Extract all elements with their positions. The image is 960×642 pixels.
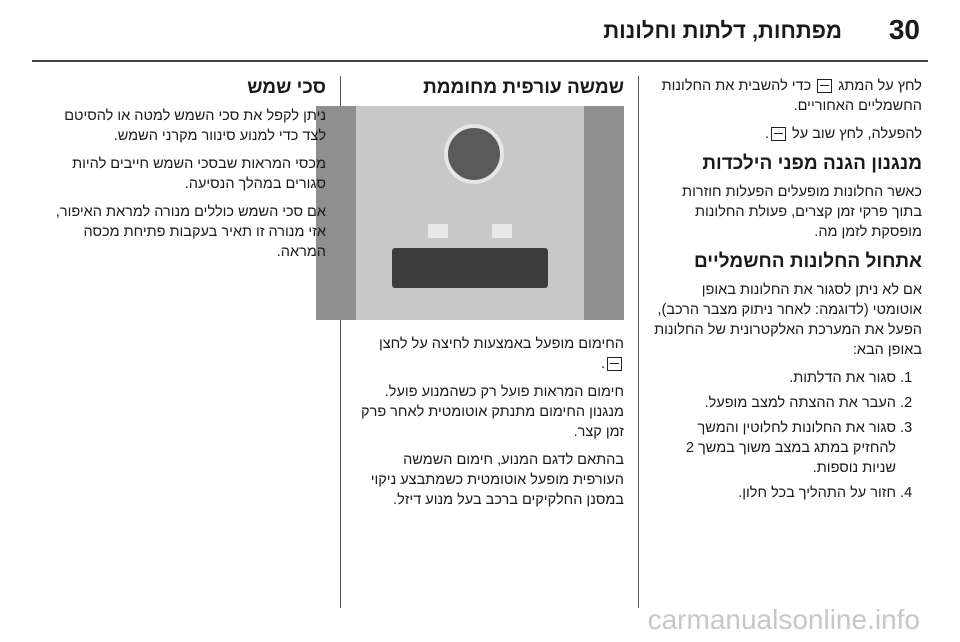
- window-lock-icon: [771, 127, 786, 141]
- init-steps-list: [654, 368, 922, 503]
- control-knob: [444, 124, 504, 184]
- window-lock-icon: [817, 79, 832, 93]
- jam-paragraph: כאשר החלונות מופעלים הפעלות חוזרות בתוך פרקי זמן קצרים, פעולת החלונות מופסקת לזמן מה.: [682, 184, 922, 240]
- visor-paragraph-2: מכסי המראות שבסכי השמש חייבים להיות סגורים במהלך הנסיעה.: [72, 156, 326, 192]
- header-rule: [32, 60, 928, 62]
- section-heading-sun-visors: סכי שמש: [247, 77, 326, 98]
- column-middle: [356, 76, 624, 518]
- chapter-title: מפתחות, דלתות וחלונות: [603, 18, 842, 43]
- page-header: [0, 0, 960, 60]
- activate-paragraph: להפעלה, לחץ שוב על .: [764, 126, 922, 142]
- child-lock-paragraph: לחץ על המתג כדי להשבית את החלונות החשמליים האחוריים.: [661, 78, 922, 114]
- list-item: 2. העבר את ההצתה למצב מופעל.: [654, 393, 896, 413]
- section-heading-init: אתחול החלונות החשמליים: [693, 251, 922, 272]
- console-slot: [392, 248, 548, 288]
- watermark: carmanualsonline.info: [647, 604, 920, 635]
- visor-paragraph-1: ניתן לקפל את סכי השמש למטה או להסיטם לצד כדי למנוע סינוור מקרני השמש.: [64, 108, 326, 144]
- visor-paragraph-3: אם סכי השמש כוללים מנורה למראת האיפור, אזי מנורה זו תאיר בעקבות פתיחת מכסה המראה.: [55, 204, 326, 260]
- dashboard-photo: [316, 106, 624, 320]
- init-paragraph: אם לא ניתן לסגור את החלונות באופן אוטומטי (לדוגמה: לאחר ניתוק מצבר הרכב), הפעל את המערכת האלקטרונית של החלונות באופן הבא:: [654, 282, 922, 358]
- list-item: 4. חזור על התהליך בכל חלון.: [654, 483, 896, 503]
- column-left: [40, 76, 326, 270]
- rear-defrost-icon: [607, 357, 622, 371]
- defrost-paragraph-3: בהתאם לדגם המנוע, חימום השמשה העורפית מופעל אוטומטית כשמתבצע ניקוי במסנן החלקיקים ברכב בעל מנוע דיזל.: [370, 452, 624, 508]
- page-number: 30: [888, 14, 920, 45]
- section-heading-rear-defrost: שמשה עורפית מחוממת: [423, 77, 624, 98]
- defrost-paragraph-1: החימום מופעל באמצעות לחיצה על לחצן .: [379, 336, 624, 372]
- list-item: 3. סגור את החלונות לחלוטין והמשך להחזיק במתג במצב משוך במשך 2 שניות נוספות.: [654, 418, 896, 478]
- column-right: [654, 76, 922, 511]
- section-heading-jam: מנגנון הגנה מפני הילכדות: [702, 153, 922, 174]
- list-item: 1. סגור את הדלתות.: [654, 368, 896, 388]
- column-divider-right: [638, 76, 639, 608]
- defrost-paragraph-2: חימום המראות פועל רק כשהמנוע פועל. מנגנון החימום מתנתק אוטומטית לאחר פרק זמן קצר.: [361, 384, 624, 440]
